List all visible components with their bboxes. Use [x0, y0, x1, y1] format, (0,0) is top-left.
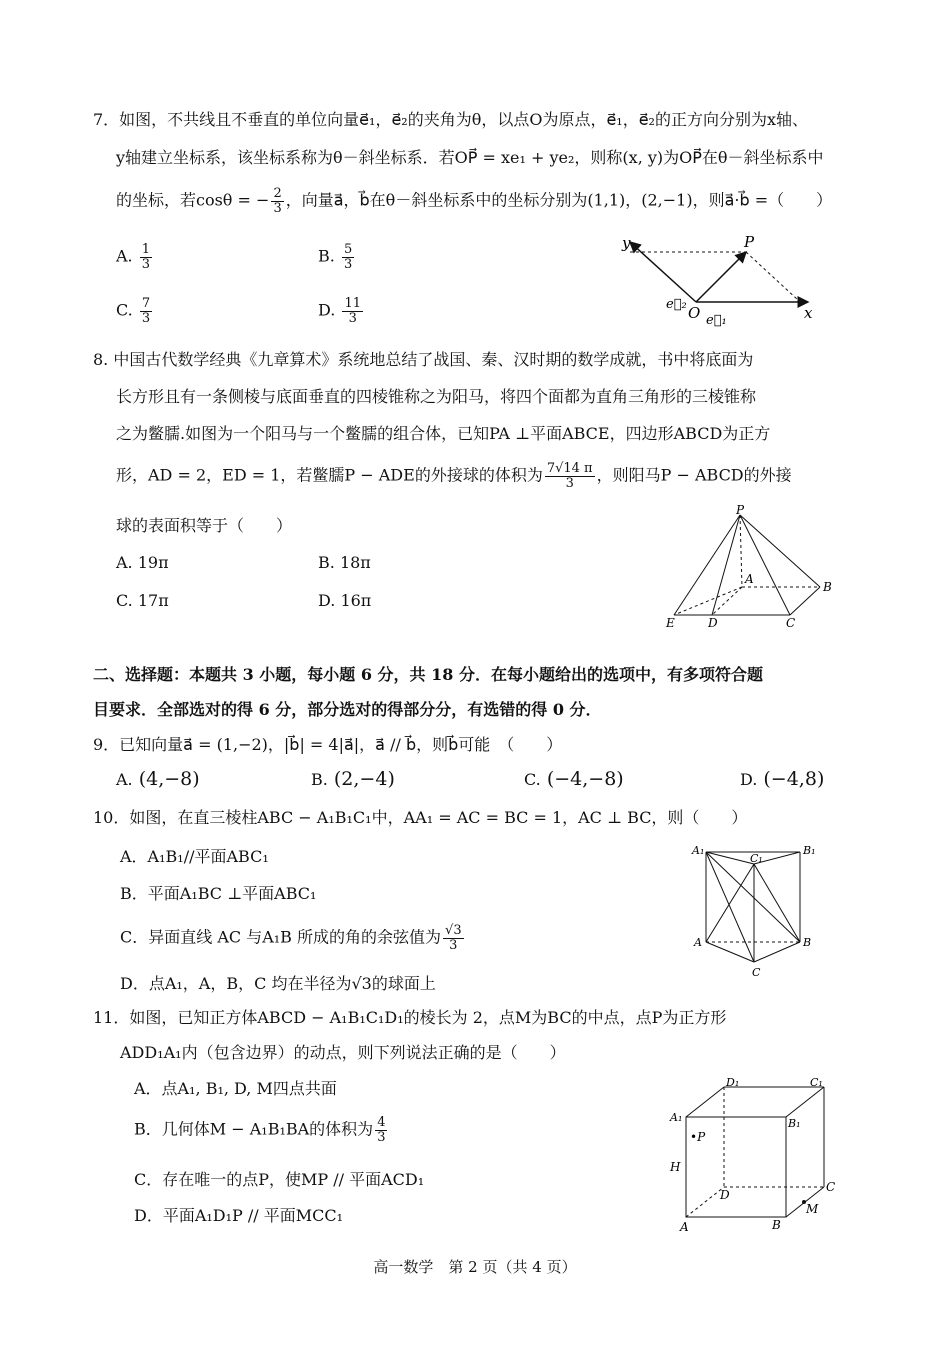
- q8-option-d-text: 16π: [340, 591, 372, 610]
- q7-line2: y轴建立坐标系，该坐标系称为θ－斜坐标系．若OP⃗ = xe₁ + ye₂，则称(x, y)为OP⃗在θ－斜坐标系中: [116, 148, 824, 167]
- q8-option-d-label: D.: [318, 591, 336, 610]
- q8-line4: [116, 462, 792, 490]
- section2-line2: 目要求．全部选对的得 6 分，部分选对的得部分分，有选错的得 0 分．: [93, 700, 602, 719]
- q8-line5: 球的表面积等于（ ）: [116, 516, 293, 535]
- q7-label-x: x: [804, 304, 813, 322]
- q8-option-b-label: B.: [318, 553, 335, 572]
- section2-line1: 二、选择题：本题共 3 小题，每小题 6 分，共 18 分．在每小题给出的选项中，有多项符合题: [93, 665, 763, 684]
- q8-label-p: P: [736, 505, 745, 517]
- q7-oblique-coordinate-figure: [618, 232, 828, 332]
- q10-option-c-num: √3: [445, 923, 462, 938]
- q8-option-d[interactable]: [318, 591, 371, 610]
- q7-option-a-label: A.: [116, 246, 133, 266]
- q7-option-c-num: 7: [141, 296, 151, 311]
- q8-volume-den: 3: [565, 475, 574, 491]
- q10-label-b1: B₁: [803, 844, 816, 857]
- q11-label-d: D: [720, 1188, 730, 1202]
- q8-line3: 之为鳖臑.如图为一个阳马与一个鳖臑的组合体，已知PA ⊥平面ABCE，四边形ABCD为正方: [116, 424, 771, 443]
- q11-option-b[interactable]: [134, 1116, 389, 1144]
- q10-label-c: C: [752, 966, 761, 979]
- q10-option-a[interactable]: A．A₁B₁//平面ABC₁: [120, 847, 269, 866]
- q7-y-axis: [630, 242, 696, 302]
- q11-label-m: M: [806, 1202, 819, 1216]
- q8-label-d: D: [708, 616, 718, 630]
- q8-label-b: B: [823, 580, 832, 594]
- q7-cos-den: 3: [273, 200, 282, 216]
- q8-label-c: C: [786, 616, 796, 630]
- q7-option-c-label: C.: [116, 300, 133, 320]
- q10-label-a: A: [694, 936, 702, 949]
- q7-line3-part1: 的坐标，若cosθ = −: [116, 190, 270, 210]
- q11-option-b-num: 4: [377, 1115, 386, 1130]
- q8-volume-num: 7√14 π: [546, 461, 593, 476]
- q9-option-c[interactable]: [524, 768, 624, 790]
- q7-line1: 7．如图，不共线且不垂直的单位向量e⃗₁，e⃗₂的夹角为θ，以点O为原点，e⃗₁，e⃗₂的正方向分别为x轴、: [93, 110, 808, 129]
- q7-option-a-num: 1: [141, 242, 151, 257]
- q10-prism-figure: [688, 842, 828, 982]
- q9-option-b-text: (2,−4): [333, 768, 395, 790]
- q11-label-b: B: [772, 1218, 781, 1232]
- q8-line4-part2: ，则阳马P − ABCD的外接: [596, 465, 792, 485]
- q7-dash-side: [746, 252, 798, 300]
- q11-label-c1: C₁: [810, 1076, 823, 1089]
- q11-option-d[interactable]: D．平面A₁D₁P // 平面MCC₁: [134, 1206, 344, 1225]
- q9-option-c-text: (−4,−8): [546, 768, 624, 790]
- page-footer: 高一数学 第 2 页（共 4 页）: [373, 1258, 577, 1276]
- q7-label-o: O: [688, 304, 701, 322]
- q7-option-b[interactable]: [318, 243, 356, 271]
- q9-option-c-label: C.: [524, 770, 541, 789]
- q8-line4-part1: 形，AD = 2，ED = 1，若鳖臑P − ADE的外接球的体积为: [116, 465, 543, 485]
- q7-option-d[interactable]: [318, 297, 365, 325]
- q7-line3: [116, 187, 832, 215]
- q9-option-d[interactable]: [740, 768, 824, 790]
- q10-option-c[interactable]: [120, 924, 466, 952]
- q7-label-p: P: [744, 233, 755, 251]
- q8-option-a[interactable]: [116, 553, 169, 572]
- q7-label-y: y: [622, 234, 631, 252]
- q11-option-a[interactable]: A．点A₁, B₁, D, M四点共面: [134, 1079, 337, 1098]
- q10-option-b[interactable]: B．平面A₁BC ⊥平面ABC₁: [120, 884, 317, 903]
- q8-option-a-label: A.: [116, 553, 133, 572]
- q7-option-d-num: 11: [344, 296, 361, 311]
- q8-label-a: A: [745, 572, 754, 586]
- q11-label-a: A: [680, 1220, 689, 1234]
- q9-option-a-label: A.: [116, 770, 133, 789]
- q7-op-vector: [696, 252, 746, 302]
- q8-option-b-text: 18π: [339, 553, 371, 572]
- q8-option-c-label: C.: [116, 591, 133, 610]
- q11-label-b1: B₁: [788, 1117, 801, 1130]
- q10-label-a1: A₁: [692, 844, 705, 857]
- q7-cos-fraction: [271, 187, 283, 215]
- q8-line2: 长方形且有一条侧棱与底面垂直的四棱锥称之为阳马，将四个面都为直角三角形的三棱锥称: [116, 387, 757, 406]
- q7-option-c-den: 3: [141, 310, 151, 326]
- q9-stem: 9．已知向量a⃗ = (1,−2)，|b⃗| = 4|a⃗|，a⃗ // b⃗，则b⃗可能 （ ）: [93, 735, 563, 754]
- q7-option-a[interactable]: [116, 243, 154, 271]
- q9-option-b[interactable]: [311, 768, 395, 790]
- q8-option-c[interactable]: [116, 591, 169, 610]
- q7-label-e2: e⃗₂: [666, 297, 687, 312]
- q9-option-a-text: (4,−8): [138, 768, 200, 790]
- q11-option-b-den: 3: [377, 1129, 386, 1145]
- q7-option-a-den: 3: [141, 256, 151, 272]
- q10-option-c-den: 3: [449, 937, 458, 953]
- q10-label-b: B: [803, 936, 812, 949]
- q8-pyramid-figure: [660, 505, 840, 631]
- q10-option-c-text: C．异面直线 AC 与A₁B 所成的角的余弦值为: [120, 927, 442, 947]
- q7-option-d-den: 3: [348, 310, 357, 326]
- q11-label-d1: D₁: [726, 1076, 740, 1089]
- q8-volume-fraction: [545, 462, 595, 490]
- q8-label-e: E: [666, 616, 675, 630]
- q7-option-c[interactable]: [116, 297, 154, 325]
- q8-option-c-text: 17π: [137, 591, 169, 610]
- q11-label-c: C: [826, 1180, 836, 1194]
- q10-option-d[interactable]: D．点A₁，A，B，C 均在半径为√3的球面上: [120, 974, 436, 993]
- q9-option-d-label: D.: [740, 770, 758, 789]
- q11-label-h: H: [670, 1160, 681, 1174]
- q11-line1: 11．如图，已知正方体ABCD − A₁B₁C₁D₁的棱长为 2，点M为BC的中点，点P为正方形: [93, 1008, 727, 1027]
- q11-option-c[interactable]: C．存在唯一的点P，使MP // 平面ACD₁: [134, 1170, 425, 1189]
- q10-stem: 10．如图，在直三棱柱ABC − A₁B₁C₁中，AA₁ = AC = BC = 1，AC ⊥ BC，则（ ）: [93, 808, 748, 827]
- q8-option-b[interactable]: [318, 553, 371, 572]
- q7-option-d-label: D.: [318, 300, 336, 320]
- q7-option-b-den: 3: [343, 256, 353, 272]
- q11-cube-figure: [666, 1075, 846, 1235]
- q7-option-b-label: B.: [318, 246, 335, 266]
- q7-line3-part2: ，向量a⃗，b⃗在θ－斜坐标系中的坐标分别为(1,1)，(2,−1)，则a⃗·b⃗ =（ ）: [285, 190, 833, 210]
- q9-option-d-text: (−4,8): [763, 768, 825, 790]
- q7-option-b-num: 5: [343, 242, 353, 257]
- q11-option-b-text: B．几何体M − A₁B₁BA的体积为: [134, 1119, 374, 1139]
- q7-cos-num: 2: [273, 186, 282, 201]
- q10-label-c1: C₁: [750, 852, 763, 865]
- q11-line2: ADD₁A₁内（包含边界）的动点，则下列说法正确的是（ ）: [120, 1043, 566, 1062]
- q9-option-b-label: B.: [311, 770, 328, 789]
- q8-line1: 8. 中国古代数学经典《九章算术》系统地总结了战国、秦、汉时期的数学成就，书中将底面为: [93, 350, 754, 369]
- q7-label-e1: e⃗₁: [706, 313, 727, 328]
- q11-label-a1: A₁: [670, 1111, 683, 1124]
- q11-label-p: •P: [690, 1130, 706, 1144]
- q8-option-a-text: 19π: [137, 553, 169, 572]
- q9-option-a[interactable]: [116, 768, 200, 790]
